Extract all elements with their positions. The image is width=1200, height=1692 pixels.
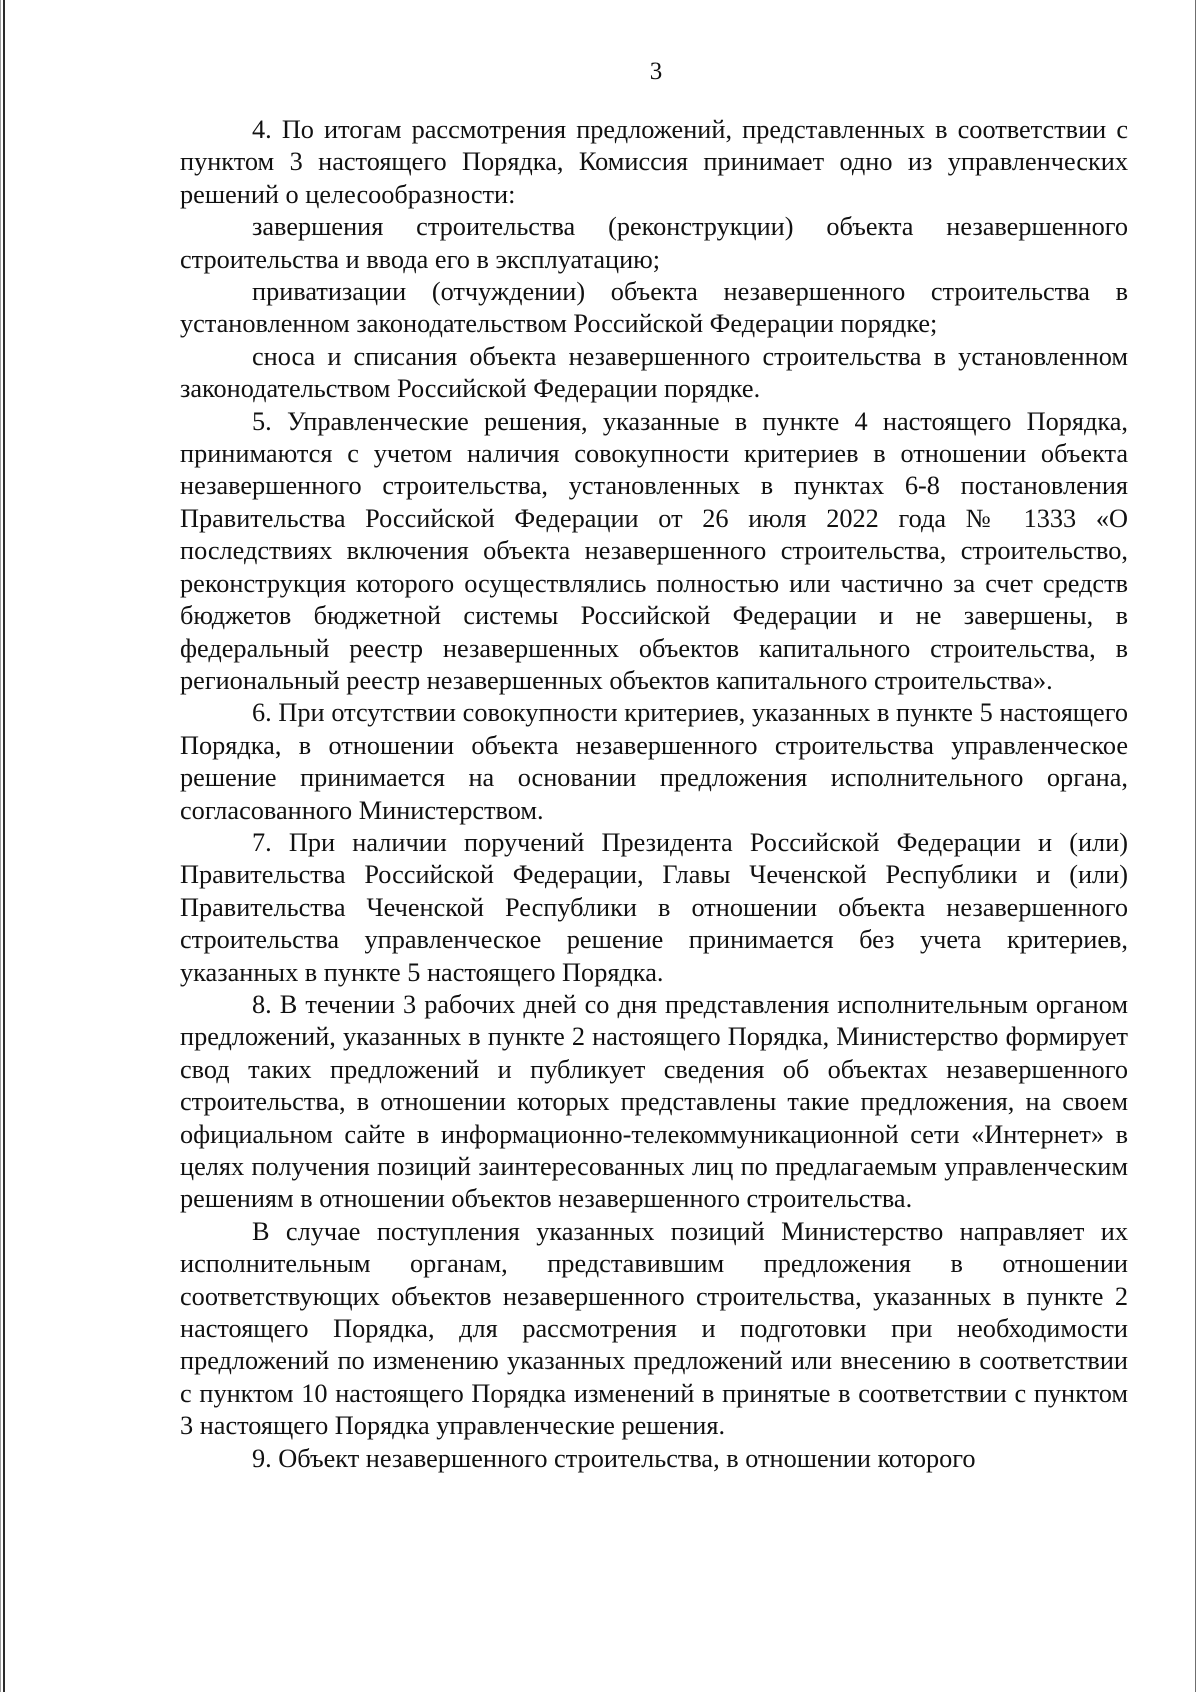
paragraph-item-4: 4. По итогам рассмотрения предложений, представленных в соответствии с пунктом 3 настоящего Порядка, Комиссия принимает одно из управленческих решений о целесообразности: bbox=[180, 115, 1128, 209]
paragraph-item-8: 8. В течении 3 рабочих дней со дня представления исполнительным органом предложений, указанных в пункте 2 настоящего Порядка, Министерство формирует свод таких предложений и публикует сведения об объектах незавершенного строительства, в отношении которых представлены такие предложения, на своем официальном сайте в информационно-телекоммуникационной сети «Интернет» в целях получения позиций заинтересованных лиц по предлагаемым управленческим решениям в отношении объектов незавершенного строительства. bbox=[180, 989, 1128, 1214]
page-number: 3 bbox=[649, 58, 663, 85]
paragraph-item-6: 6. При отсутствии совокупности критериев, указанных в пункте 5 настоящего Порядка, в отношении объекта незавершенного строительства управленческое решение принимается на основании предложения исполнительного органа, согласованного Министерством. bbox=[180, 698, 1128, 825]
paragraph-option-privatization: приватизации (отчуждении) объекта незавершенного строительства в установленном законодательством Российской Федерации порядке; bbox=[180, 277, 1128, 339]
paragraph-item-8-continuation: В случае поступления указанных позиций Министерство направляет их исполнительным органам, представившим предложения в отношении соответствующих объектов незавершенного строительства, указанных в пункте 2 настоящего Порядка, для рассмотрения и подготовки при необходимости предложений по изменению указанных предложений или внесению в соответствии с пунктом 10 настоящего Порядка изменений в принятые в соответствии с пунктом 3 настоящего Порядка управленческие решения. bbox=[180, 1216, 1128, 1441]
scan-edge-line-outer bbox=[0, 0, 1, 1692]
scan-edge-line bbox=[3, 0, 5, 1692]
paragraph-option-completion: завершения строительства (реконструкции) объекта незавершенного строительства и ввода его в эксплуатацию; bbox=[180, 212, 1128, 274]
scan-edge-line-right bbox=[1195, 0, 1196, 1692]
paragraph-item-9: 9. Объект незавершенного строительства, в отношении которого bbox=[252, 1443, 976, 1473]
paragraph-option-demolition: сноса и списания объекта незавершенного строительства в установленном законодательством Российской Федерации порядке. bbox=[180, 341, 1128, 404]
paragraph-item-5: 5. Управленческие решения, указанные в пункте 4 настоящего Порядка, принимаются с учетом наличия совокупности критериев в отношении объекта незавершенного строительства, установленных в пунктах 6-8 постановления Правительства Российской Федерации от 26 июля 2022 года № 1333 «О последствиях включения объекта незавершенного строительства, строительство, реконструкция которого осуществлялись полностью или частично за счет средств бюджетов бюджетной системы Российской Федерации и не завершены, в федеральный реестр незавершенных объектов капитального строительства, в региональный реестр незавершенных объектов капитального строительства». bbox=[180, 406, 1128, 695]
paragraph-item-7: 7. При наличии поручений Президента Российской Федерации и (или) Правительства Российской Федерации, Главы Чеченской Республики и (или) Правительства Чеченской Республики в отношении объекта незавершенного строительства управленческое решение принимается без учета критериев, указанных в пункте 5 настоящего Порядка. bbox=[180, 827, 1128, 987]
document-body bbox=[180, 114, 1128, 1475]
